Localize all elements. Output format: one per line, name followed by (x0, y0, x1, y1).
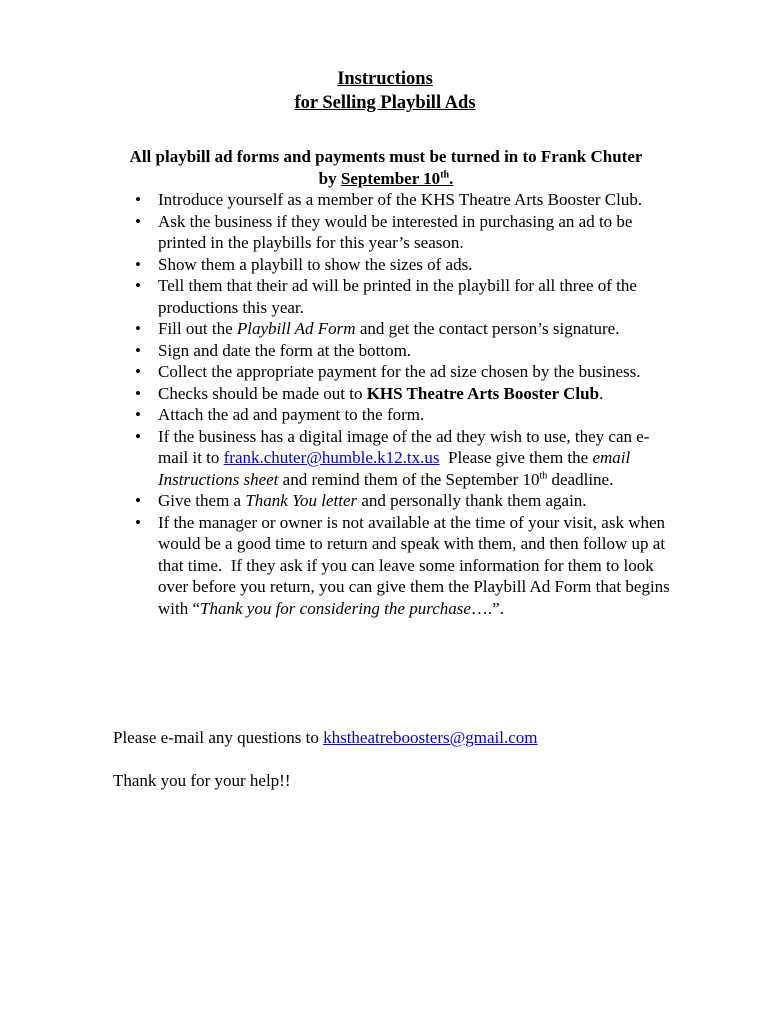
title-line-1: Instructions (337, 69, 433, 89)
deadline-date-text: September 10 (340, 169, 441, 188)
quote-emphasis: Thank you for considering the purchase (200, 598, 471, 618)
deadline-period: . (449, 169, 454, 188)
instructions-list (113, 189, 673, 619)
bullet-text: ….”. (470, 598, 504, 618)
title-line-2: for Selling Playbill Ads (294, 93, 476, 113)
thank-you-line: Thank you for your help!! (113, 771, 291, 790)
list-item (113, 404, 673, 426)
bullet-text: Give them a (158, 491, 246, 510)
thank-you-letter-emphasis: Thank You letter (245, 491, 358, 510)
payee-name: KHS Theatre Arts Booster Club (366, 383, 600, 403)
bullet-text: Tell them that their ad will be printed in the playbill for all three of the productions this year. (158, 276, 637, 317)
bullet-text: and personally thank them again. (357, 491, 587, 510)
email-link-frank-chuter[interactable]: frank.chuter@humble.k12.tx.us (223, 448, 440, 467)
list-item (113, 275, 673, 318)
list-item (113, 254, 673, 276)
bullet-text: Sign and date the form at the bottom. (158, 340, 412, 360)
list-item (113, 490, 673, 512)
bullet-text: Collect the appropriate payment for the ad size chosen by the business. (158, 362, 641, 381)
bullet-text: If the manager or owner is not available at the time of your visit, ask when would be a good time to return and speak with them, and then follow up at that time. If they ask if you can leave some information for them to look over before you return, you can give them the Playbill Ad Form that begins with “ (158, 512, 675, 618)
deadline-notice-line-1: All playbill ad forms and payments must be turned in to Frank Chuter (129, 147, 643, 166)
list-item (113, 426, 673, 491)
bullet-text: Ask the business if they would be interested in purchasing an ad to be printed in the playbills for this year’s season. (158, 211, 633, 252)
deadline-notice-by: by (318, 169, 341, 188)
playbill-ad-form-emphasis: Playbill Ad Form (236, 319, 356, 338)
bullet-text: If the business has a digital image of the ad they wish to use, they can e-mail it to (158, 426, 650, 467)
email-instructions-emphasis: email Instructions sheet (158, 448, 631, 489)
list-item (113, 318, 673, 340)
bullet-text: Introduce yourself as a member of the KHS Theatre Arts Booster Club. (158, 190, 643, 209)
deadline-date-suffix: th (440, 169, 450, 181)
list-item (113, 512, 673, 620)
list-item (113, 189, 673, 211)
bullet-text: and remind them of the September 10 (278, 469, 540, 489)
page-title (0, 67, 770, 115)
date-suffix: th (539, 469, 548, 481)
bullet-text: deadline. (547, 469, 614, 489)
list-item (113, 383, 673, 405)
bullet-text: and get the contact person’s signature. (355, 319, 620, 338)
deadline-date (341, 169, 453, 188)
deadline-notice (108, 146, 664, 190)
list-item (113, 361, 673, 383)
bullet-text: . (599, 383, 604, 403)
bullet-text: Please give them the (439, 448, 593, 467)
questions-text: Please e-mail any questions to (113, 728, 324, 747)
bullet-text: Show them a playbill to show the sizes of ads. (158, 254, 473, 274)
list-item (113, 340, 673, 362)
bullet-text: Attach the ad and payment to the form. (158, 405, 425, 424)
email-link-boosters[interactable]: khstheatreboosters@gmail.com (323, 728, 538, 747)
list-item (113, 211, 673, 254)
bullet-text: Fill out the (158, 319, 237, 338)
bullet-text: Checks should be made out to (158, 383, 367, 403)
questions-line (113, 727, 713, 749)
